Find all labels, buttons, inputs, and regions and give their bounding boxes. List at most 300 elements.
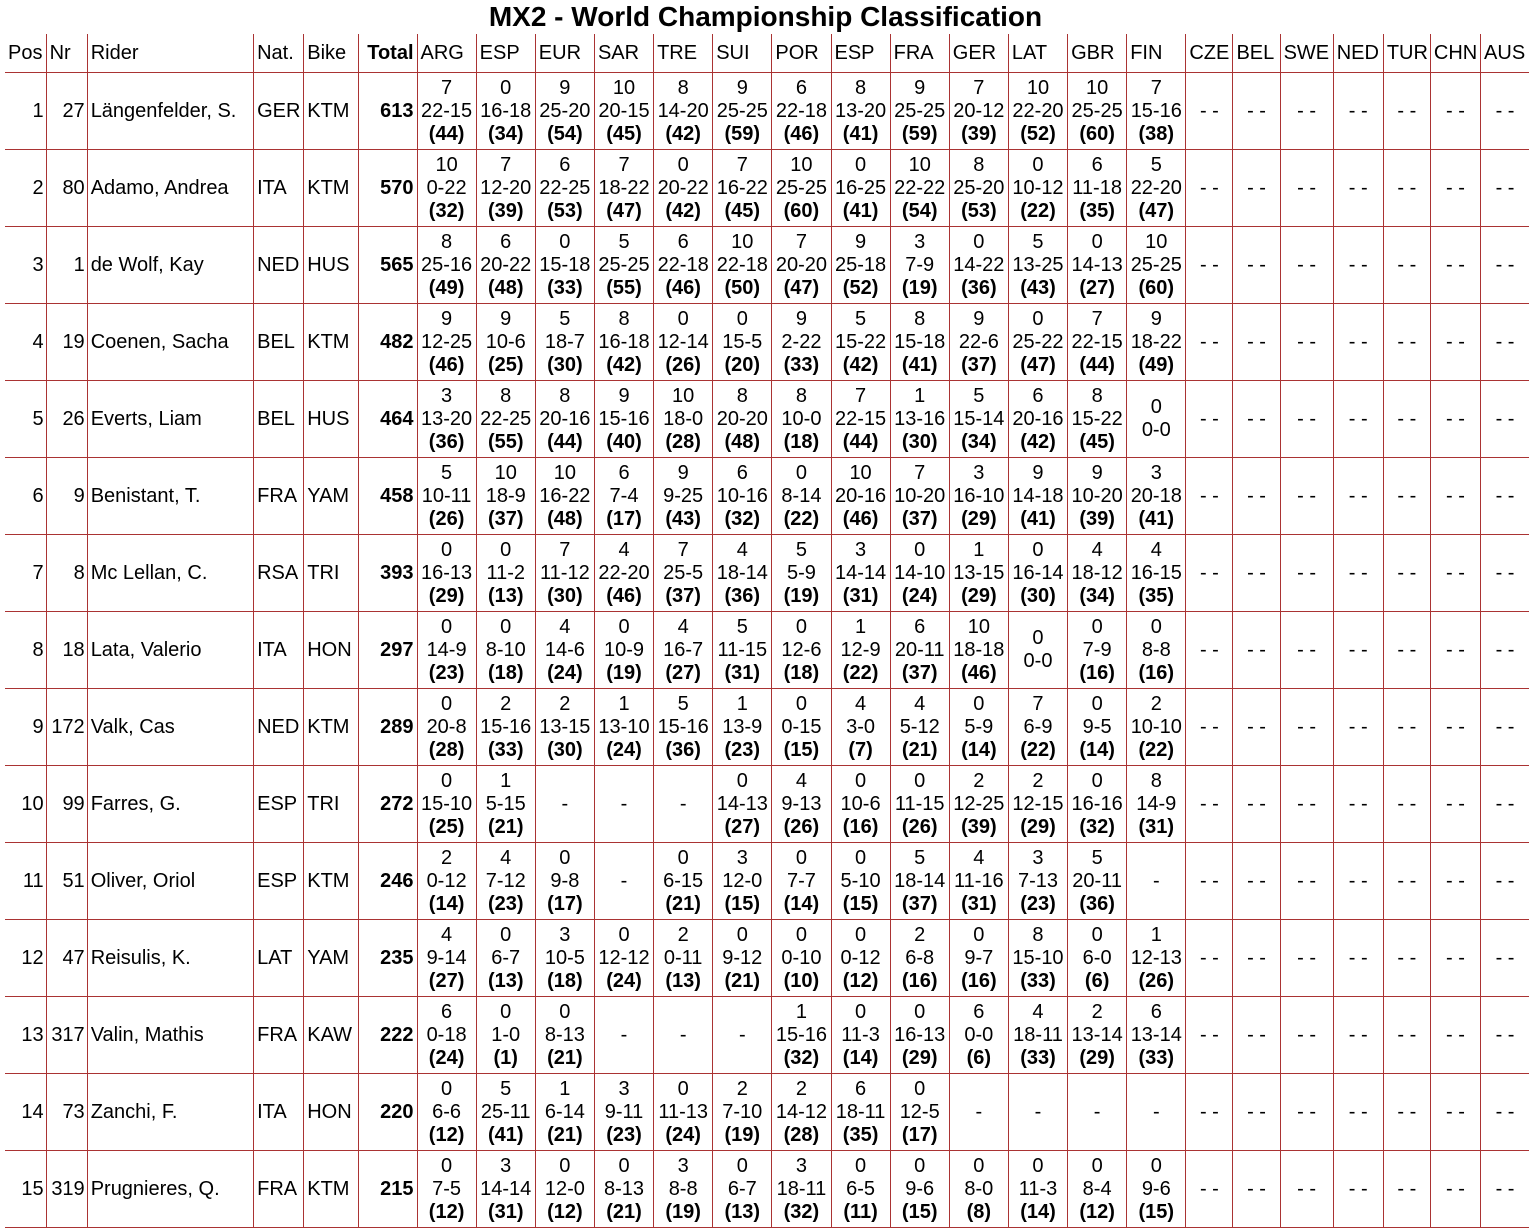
race-total: (19) [783,584,820,607]
race-bonus: 0 [677,307,689,330]
race-bonus: 0 [914,1077,926,1100]
future-race-cell: - - [1186,150,1233,227]
table-row [5,997,1529,1074]
race-total: (37) [665,584,701,607]
future-race-cell: - - [1280,1074,1333,1151]
race-bonus: 2 [441,846,453,869]
race-total: (15) [901,1200,938,1223]
race-result-cell [713,304,772,381]
race-total: (29) [1079,1046,1115,1069]
race-result-cell [1127,689,1186,766]
race-result-cell [772,458,831,535]
race-total: (17) [606,507,642,530]
nationality-cell: LAT [254,920,304,997]
race-bonus: 8 [618,307,630,330]
race-scores: 18-22 [598,176,650,199]
race-total: (14) [842,1046,879,1069]
race-result-cell [476,150,535,227]
race-total: (60) [1079,122,1115,145]
race-bonus: 5 [914,846,926,869]
race-bonus: 10 [731,230,754,253]
race-bonus: 0 [441,1077,453,1100]
future-race-cell: - - [1430,535,1480,612]
total-points-cell: 272 [359,766,417,843]
race-result-cell [1127,381,1186,458]
race-result-cell [949,227,1008,304]
race-result-cell [417,689,476,766]
nationality-cell: NED [254,689,304,766]
race-total: (25) [487,353,524,376]
race-bonus: 7 [736,153,748,176]
race-scores: 25-20 [539,99,591,122]
race-total: (55) [606,276,642,299]
race-bonus: 5 [1032,230,1044,253]
race-total: (15) [783,738,820,761]
race-result-cell [654,304,713,381]
race-bonus: 3 [1032,846,1044,869]
race-bonus: 0 [1091,230,1103,253]
column-header: GBR [1068,34,1127,73]
total-points-cell: 220 [359,1074,417,1151]
total-points-cell: 613 [359,73,417,150]
future-race-cell: - - [1186,997,1233,1074]
race-total: (21) [487,815,524,838]
future-race-cell: - - [1383,766,1430,843]
race-result-cell [1127,150,1186,227]
future-race-cell: - - [1186,766,1233,843]
race-total: (46) [606,584,642,607]
race-bonus: 0 [500,923,512,946]
future-race-cell: - - [1280,73,1333,150]
race-bonus: 1 [1150,923,1162,946]
future-race-cell: - - [1233,227,1280,304]
race-total: (15) [724,892,761,915]
race-total: (30) [1020,584,1056,607]
race-scores: 11-13 [658,1100,708,1123]
future-race-cell: - - [1430,1151,1480,1228]
race-bonus: 8 [1032,923,1044,946]
race-result-cell [831,612,890,689]
race-total: (17) [901,1123,938,1146]
race-scores: 9-12 [722,946,763,969]
race-bonus: 8 [1091,384,1103,407]
race-total: (12) [428,1123,465,1146]
race-total: (26) [665,353,701,376]
race-bonus: 7 [1091,307,1103,330]
race-bonus: 7 [559,538,571,561]
bike-cell: KTM [304,689,359,766]
future-race-cell: - - [1481,535,1529,612]
race-result-cell [535,1151,594,1228]
race-result-cell [949,920,1008,997]
future-race-cell: - - [1481,843,1529,920]
race-bonus: 4 [677,615,689,638]
race-result-cell [535,458,594,535]
race-scores: 11-16 [954,869,1004,892]
race-scores: 22-15 [834,407,887,430]
bike-cell: KTM [304,843,359,920]
nationality-cell: ITA [254,612,304,689]
race-result-cell [535,1074,594,1151]
race-result-cell [1008,458,1067,535]
column-header: EUR [535,34,594,73]
race-bonus: 0 [973,230,985,253]
race-scores: 25-22 [1012,330,1064,353]
race-bonus: 1 [500,769,512,792]
race-result-cell [1008,73,1067,150]
race-total: (18) [783,661,820,684]
total-points-cell: 482 [359,304,417,381]
race-scores: 7-9 [905,253,935,276]
race-result-cell [654,766,713,843]
race-scores: 10-6 [485,330,526,353]
race-result-cell [831,381,890,458]
race-total: (49) [428,276,465,299]
race-scores: 9-14 [426,946,467,969]
race-bonus: 7 [855,384,867,407]
race-total: (33) [487,738,524,761]
race-result-cell [1008,304,1067,381]
future-race-cell: - - [1383,73,1430,150]
race-total: (30) [547,738,583,761]
race-scores: 16-13 [421,561,473,584]
future-race-cell: - - [1333,150,1383,227]
race-result-cell [1068,1151,1127,1228]
race-bonus: 0 [441,769,453,792]
race-bonus: 0 [618,615,630,638]
future-race-cell: - - [1333,997,1383,1074]
race-bonus: 0 [441,615,453,638]
future-race-cell: - - [1186,458,1233,535]
race-bonus: 4 [559,615,571,638]
number-cell: 51 [46,843,87,920]
race-scores: - [620,869,628,892]
race-total: (23) [428,661,465,684]
table-row [5,150,1529,227]
race-bonus: 7 [914,461,926,484]
race-result-cell [831,997,890,1074]
race-result-cell [654,843,713,920]
race-scores: 16-14 [1012,561,1064,584]
race-bonus: 9 [559,76,571,99]
race-scores: 16-15 [1130,561,1182,584]
race-total: (12) [428,1200,465,1223]
race-scores: 0-0 [1141,419,1171,441]
race-total: (46) [665,276,701,299]
race-total: (35) [842,1123,879,1146]
column-header: SWE [1280,34,1333,73]
future-race-cell: - - [1333,920,1383,997]
race-result-cell [949,535,1008,612]
future-race-cell: - - [1186,227,1233,304]
race-bonus: 5 [441,461,453,484]
race-scores: - [975,1100,983,1123]
race-total: (14) [428,892,465,915]
race-bonus: 8 [559,384,571,407]
race-scores: 14-22 [953,253,1005,276]
race-result-cell [772,535,831,612]
race-scores: 1-0 [491,1023,521,1046]
race-result-cell [1068,227,1127,304]
future-race-cell: - - [1481,766,1529,843]
future-race-cell: - - [1333,1151,1383,1228]
future-race-cell: - - [1186,1151,1233,1228]
race-total: (22) [1020,738,1056,761]
race-total: (36) [961,276,997,299]
race-result-cell [476,920,535,997]
race-bonus: 5 [677,692,689,715]
race-bonus: 1 [559,1077,571,1100]
race-total: (45) [1079,430,1115,453]
future-race-cell: - - [1383,612,1430,689]
race-result-cell [890,843,949,920]
race-total: (41) [1020,507,1056,530]
race-result-cell [1127,920,1186,997]
race-scores: 11-12 [540,561,590,584]
race-result-cell [1008,150,1067,227]
race-bonus: 0 [1150,1154,1162,1177]
race-total: (41) [901,353,938,376]
race-scores: 12-25 [421,330,473,353]
total-points-cell: 393 [359,535,417,612]
future-race-cell: - - [1481,227,1529,304]
total-points-cell: 289 [359,689,417,766]
race-total: (54) [901,199,938,222]
race-result-cell [1127,1074,1186,1151]
future-race-cell: - - [1430,920,1480,997]
race-result-cell [890,612,949,689]
race-scores: 12-15 [1012,792,1064,815]
future-race-cell: - - [1383,1151,1430,1228]
race-result-cell [1008,997,1067,1074]
future-race-cell: - - [1481,920,1529,997]
race-bonus: 8 [795,384,807,407]
race-result-cell [1127,766,1186,843]
race-total: (21) [606,1200,642,1223]
race-total: (46) [783,122,820,145]
column-header: TUR [1383,34,1430,73]
rider-cell: de Wolf, Kay [87,227,253,304]
rider-cell: Benistant, T. [87,458,253,535]
future-race-cell: - - [1383,535,1430,612]
race-scores: 22-18 [775,99,827,122]
race-scores: 22-22 [894,176,946,199]
race-scores: 16-22 [539,484,591,507]
column-header: Total [359,34,417,73]
race-bonus: 0 [795,692,807,715]
race-bonus: 0 [677,846,689,869]
race-scores: 0-12 [840,946,881,969]
race-total: (32) [428,199,465,222]
race-bonus: 6 [677,230,689,253]
race-bonus: 4 [1150,538,1162,561]
race-scores: 14-18 [1012,484,1064,507]
race-bonus: 3 [1150,461,1162,484]
future-race-cell: - - [1280,689,1333,766]
table-row [5,381,1529,458]
race-bonus: 8 [500,384,512,407]
bike-cell: KTM [304,304,359,381]
race-result-cell [594,458,653,535]
race-result-cell [949,150,1008,227]
race-result-cell [1127,535,1186,612]
column-header: Bike [304,34,359,73]
nationality-cell: ESP [254,843,304,920]
race-result-cell [890,458,949,535]
race-result-cell [417,843,476,920]
race-scores: 22-15 [421,99,473,122]
race-bonus: 0 [500,538,512,561]
race-scores: 8-14 [781,484,822,507]
race-result-cell [890,150,949,227]
race-result-cell [831,227,890,304]
future-race-cell: - - [1280,766,1333,843]
race-result-cell [713,73,772,150]
race-bonus: 4 [1091,538,1103,561]
race-total: (13) [487,584,524,607]
number-cell: 27 [46,73,87,150]
race-scores: 7-7 [786,869,816,892]
race-result-cell [713,150,772,227]
race-result-cell [594,1074,653,1151]
race-total: (29) [1020,815,1056,838]
race-result-cell [949,843,1008,920]
future-race-cell: - - [1383,458,1430,535]
race-result-cell [713,843,772,920]
race-result-cell [1127,227,1186,304]
race-result-cell [476,843,535,920]
race-result-cell [1068,843,1127,920]
race-scores: 13-20 [421,407,473,430]
race-total: (16) [1079,661,1115,684]
race-bonus: 0 [736,923,748,946]
race-scores: 13-14 [1130,1023,1182,1046]
total-points-cell: 570 [359,150,417,227]
race-total: (27) [665,661,701,684]
race-total: (30) [547,353,583,376]
race-total: (26) [428,507,465,530]
race-total: (44) [842,430,879,453]
race-result-cell [713,612,772,689]
race-result-cell [831,1074,890,1151]
race-bonus: 0 [559,230,571,253]
race-total: (16) [961,969,997,992]
race-result-cell [1008,1074,1067,1151]
race-result-cell [594,150,653,227]
table-row [5,1151,1529,1228]
race-bonus: 0 [1032,538,1044,561]
race-total: (34) [487,122,524,145]
race-scores: 7-5 [432,1177,462,1200]
position-cell: 1 [5,73,46,150]
race-total: (36) [665,738,701,761]
race-scores: 14-10 [894,561,946,584]
race-bonus: 5 [1150,153,1162,176]
table-row [5,612,1529,689]
future-race-cell: - - [1481,1151,1529,1228]
total-points-cell: 246 [359,843,417,920]
future-race-cell: - - [1233,73,1280,150]
race-scores: 0-10 [781,946,822,969]
race-total: (45) [724,199,761,222]
race-scores: 11-15 [894,792,945,815]
race-result-cell [476,535,535,612]
race-total: (30) [547,584,583,607]
number-cell: 80 [46,150,87,227]
race-scores: 6-8 [905,946,935,969]
race-scores: 10-20 [894,484,946,507]
nationality-cell: ESP [254,766,304,843]
race-bonus: 2 [736,1077,748,1100]
race-total: (43) [1020,276,1056,299]
race-result-cell [1127,997,1186,1074]
race-scores: 5-10 [840,869,881,892]
race-scores: 14-12 [775,1100,827,1123]
race-result-cell [772,381,831,458]
race-scores: 8-10 [485,638,526,661]
race-bonus: 0 [677,1077,689,1100]
race-scores: 12-5 [899,1100,940,1123]
race-result-cell [476,1151,535,1228]
race-scores: 14-13 [1071,253,1123,276]
race-result-cell [535,73,594,150]
future-race-cell: - - [1333,766,1383,843]
race-result-cell [831,920,890,997]
bike-cell: KAW [304,997,359,1074]
number-cell: 19 [46,304,87,381]
race-result-cell [417,227,476,304]
race-total: (37) [961,353,997,376]
race-bonus: 8 [973,153,985,176]
race-result-cell [417,920,476,997]
race-scores: 16-18 [598,330,650,353]
race-bonus: 10 [967,615,990,638]
race-bonus: 7 [973,76,985,99]
race-scores: - [1152,1100,1160,1123]
race-scores: 12-14 [657,330,709,353]
column-header: ESP [831,34,890,73]
race-result-cell [535,535,594,612]
race-result-cell [890,689,949,766]
race-scores: 8-13 [544,1023,585,1046]
future-race-cell: - - [1280,997,1333,1074]
race-bonus: 0 [1032,307,1044,330]
race-scores: 10-6 [840,792,881,815]
race-bonus: 0 [795,615,807,638]
race-result-cell [535,997,594,1074]
race-total: (21) [547,1046,583,1069]
race-bonus: 3 [855,538,867,561]
race-total: (52) [1020,122,1056,145]
future-race-cell: - - [1481,997,1529,1074]
race-scores: 16-22 [716,176,768,199]
future-race-cell: - - [1383,304,1430,381]
race-scores: 13-15 [953,561,1005,584]
race-bonus: 8 [677,76,689,99]
race-scores: 20-12 [953,99,1005,122]
race-bonus: 2 [1091,1000,1103,1023]
race-total: (46) [428,353,465,376]
column-header: FIN [1127,34,1186,73]
race-result-cell [1068,920,1127,997]
bike-cell: HON [304,1074,359,1151]
race-bonus: 6 [1150,1000,1162,1023]
race-result-cell [535,920,594,997]
race-bonus: 0 [1032,1154,1044,1177]
race-bonus: 10 [1145,230,1168,253]
race-total: (23) [1020,892,1056,915]
race-scores: 18-11 [776,1177,827,1200]
